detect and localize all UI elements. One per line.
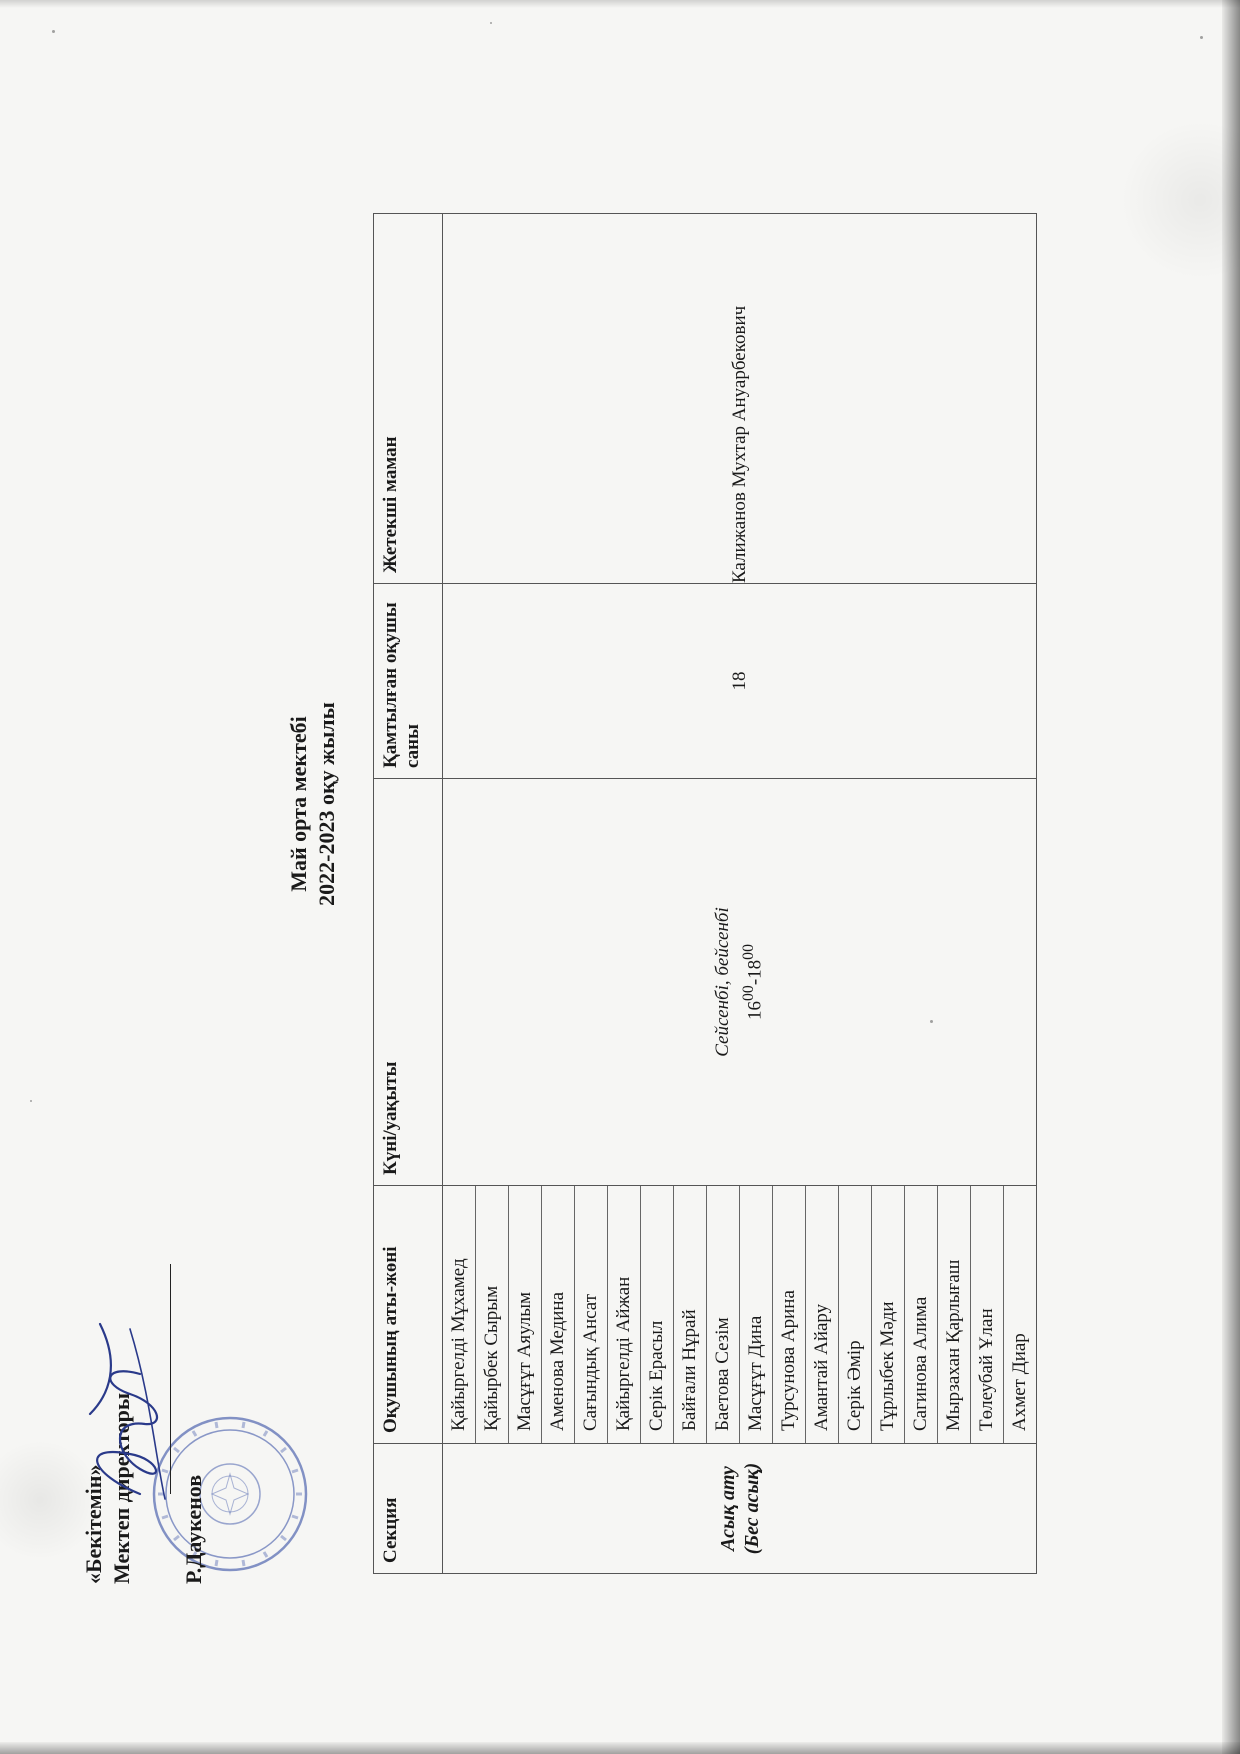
header-section: Секция	[374, 1444, 443, 1574]
header-time: Күні/уақыты	[374, 779, 443, 1186]
scan-speck	[930, 1020, 933, 1023]
approval-title: «Бекітемін»	[81, 1464, 106, 1584]
scan-speck	[1200, 36, 1203, 39]
time-hours	[736, 779, 768, 1185]
list-item: Аменова Медина	[542, 1186, 575, 1443]
header-count: Қамтылған оқушы саны	[374, 584, 443, 779]
list-item: Қайыргелді Мұхамед	[443, 1186, 476, 1443]
student-list	[443, 1186, 1036, 1443]
header-student: Оқушының аты-жөні	[374, 1186, 443, 1444]
scan-speck	[30, 1100, 32, 1102]
students-cell	[443, 1186, 1037, 1444]
list-item: Байғали Нұрай	[674, 1186, 707, 1443]
list-item: Қайыргелді Айжан	[608, 1186, 641, 1443]
document-title	[285, 554, 341, 1054]
list-item: Ахмет Диар	[1009, 1333, 1030, 1431]
scan-speck	[52, 30, 55, 33]
table-row	[443, 214, 1037, 1574]
count-cell: 18	[443, 584, 1037, 779]
list-item: Турсунова Арина	[773, 1186, 806, 1443]
section-cell	[443, 1444, 1037, 1574]
time-separator: -	[744, 978, 766, 986]
list-item: Сағындық Ансат	[575, 1186, 608, 1443]
list-item: Төлеубай Ұлан	[971, 1186, 1004, 1443]
list-item: Тұрлыбек Мәди	[872, 1186, 905, 1443]
scan-speck	[490, 22, 492, 24]
time-days: Сейсенбі, бейсенбі	[712, 907, 734, 1057]
header-mentor: Жетекші маман	[374, 214, 443, 584]
time-cell	[443, 779, 1037, 1186]
mentor-cell: Калижанов Мухтар Ануарбекович	[443, 214, 1037, 584]
director-signature	[70, 1314, 190, 1514]
time-from-minutes: 00	[740, 985, 758, 1001]
list-item: Мырзахан Қарлығаш	[938, 1186, 971, 1443]
time-to: 18	[744, 959, 766, 979]
time-to-minutes: 00	[740, 944, 758, 960]
list-item: Серік Әмір	[839, 1186, 872, 1443]
list-item: Серік Ерасыл	[641, 1186, 674, 1443]
list-item: Амантай Айару	[806, 1186, 839, 1443]
academic-year: 2022-2023 оқу жылы	[314, 702, 339, 906]
list-item: Баетова Сезім	[707, 1186, 740, 1443]
list-item: Масұғұт Аяулым	[509, 1186, 542, 1443]
section-table	[373, 213, 1037, 1574]
section-subtitle: (Бес асық)	[740, 1462, 763, 1555]
approval-position: Мектеп директоры	[109, 1392, 134, 1584]
director-name: Р.Даукенов	[181, 1474, 206, 1584]
list-item: Қайырбек Сырым	[476, 1186, 509, 1443]
section-name: Асық ату	[716, 1466, 739, 1551]
table-header-row	[374, 214, 443, 1574]
school-name: Май орта мектебі	[286, 716, 311, 892]
list-item: Сагинова Алима	[905, 1186, 938, 1443]
time-from: 16	[744, 1001, 766, 1020]
list-item: Масұғұт Дина	[740, 1186, 773, 1443]
